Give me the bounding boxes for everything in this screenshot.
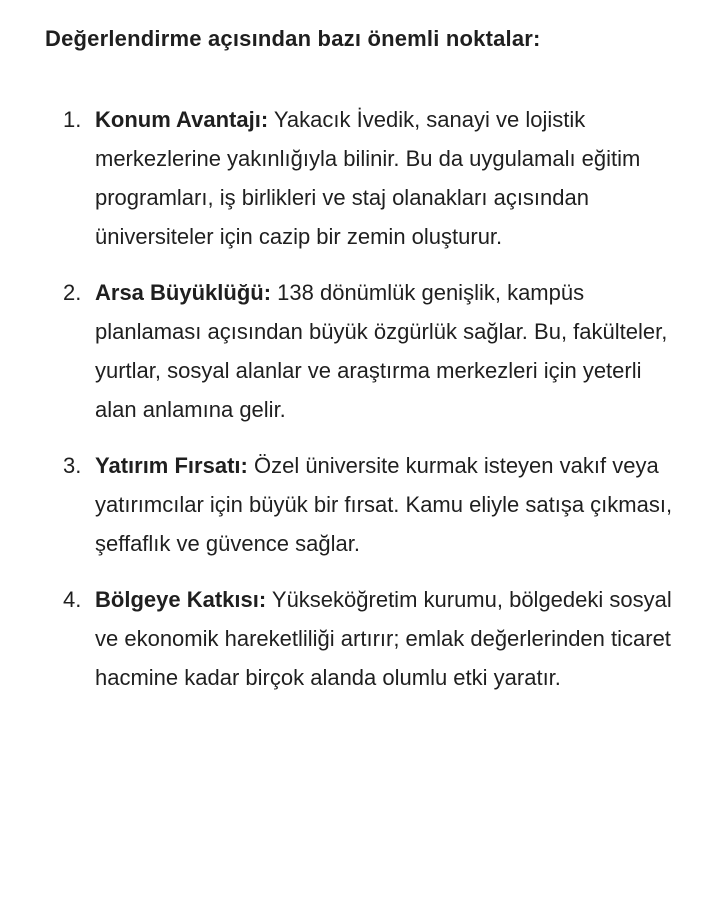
list-item-text	[95, 100, 678, 256]
list-item-body: 138 dönümlük genişlik, kampüs planlaması açısından büyük özgürlük sağlar. Bu, fakülteler, yurtlar, sosyal alanlar ve araştırma merkezleri için yeterli alan anlamına gelir.	[95, 280, 668, 422]
list-item-label: Yatırım Fırsatı:	[95, 453, 248, 478]
list-item-label: Konum Avantajı:	[95, 107, 269, 132]
list-item	[63, 273, 678, 429]
list-item	[63, 446, 678, 563]
list-item-text	[95, 273, 678, 429]
list-item	[63, 580, 678, 697]
list-item-number: 2.	[63, 280, 82, 305]
list-item-label: Arsa Büyüklüğü:	[95, 280, 272, 305]
list-item-number: 1.	[63, 107, 82, 132]
numbered-list	[45, 100, 678, 697]
list-item-text	[95, 446, 678, 563]
list-item	[63, 100, 678, 256]
list-item-number: 3.	[63, 453, 82, 478]
list-item-text	[95, 580, 678, 697]
list-item-body: Yakacık İvedik, sanayi ve lojistik merkezlerine yakınlığıyla bilinir. Bu da uygulamalı eğitim programları, iş birlikleri ve staj olanakları açısından üniversiteler için cazip bir zemin oluşturur.	[95, 107, 641, 249]
list-item-label: Bölgeye Katkısı:	[95, 587, 267, 612]
section-heading: Değerlendirme açısından bazı önemli noktalar:	[45, 26, 541, 51]
list-item-number: 4.	[63, 587, 82, 612]
list-item-body: Yükseköğretim kurumu, bölgedeki sosyal ve ekonomik hareketliliği artırır; emlak değerlerinden ticaret hacmine kadar birçok alanda olumlu etki yaratır.	[95, 587, 672, 690]
list-item-body: Özel üniversite kurmak isteyen vakıf veya yatırımcılar için büyük bir fırsat. Kamu eliyle satışa çıkması, şeffaflık ve güvence sağlar.	[95, 453, 673, 556]
